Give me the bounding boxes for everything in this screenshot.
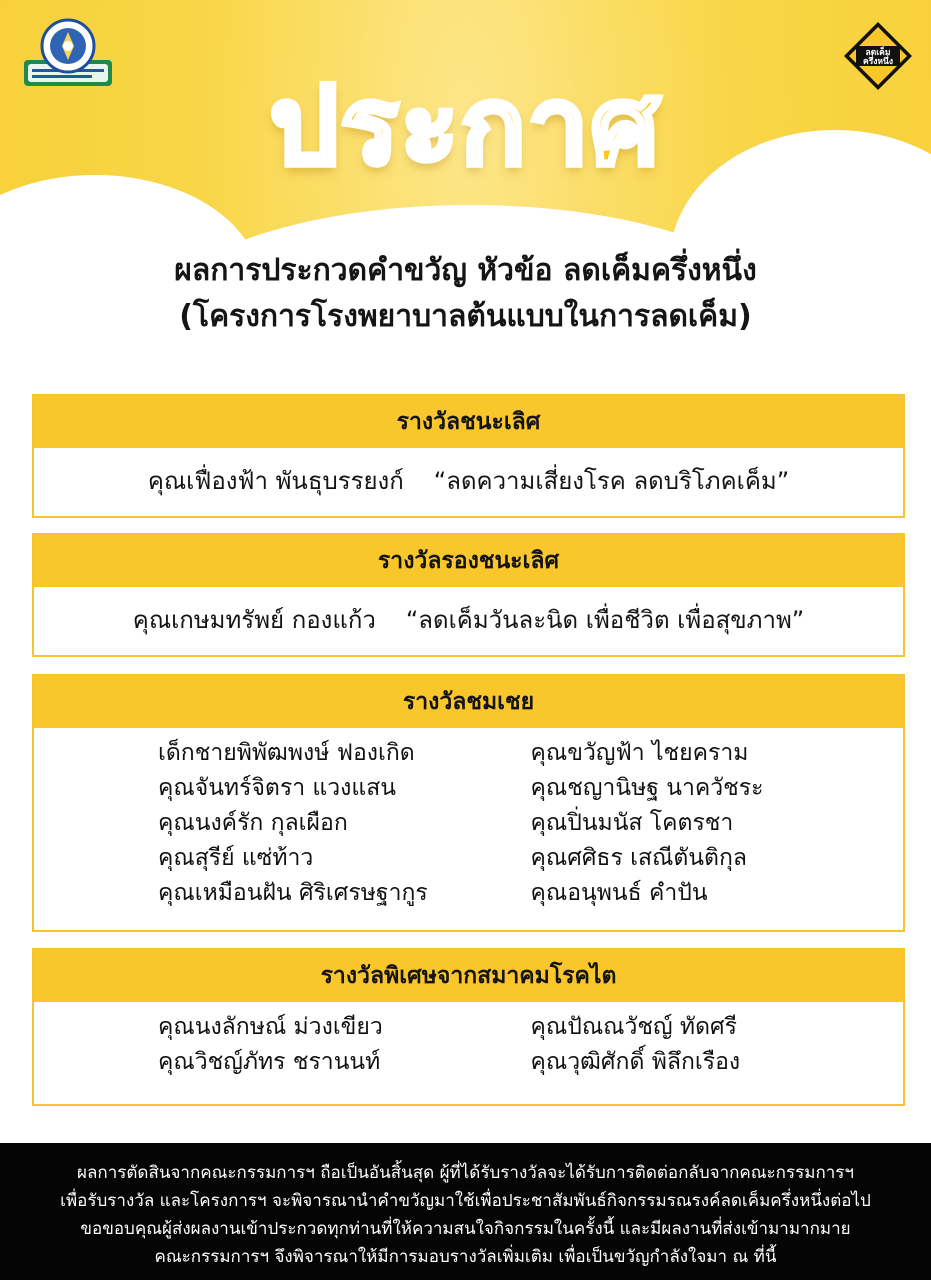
- list-item: คุณเหมือนฝัน ศิริเศรษฐากูร: [158, 880, 428, 906]
- list-item: คุณชญานิษฐ นาควัชระ: [530, 775, 764, 801]
- page-title: ประกาศ: [269, 64, 662, 189]
- runner-up-winner: [34, 587, 903, 653]
- footer-line-1: ผลการตัดสินจากคณะกรรมการฯ ถือเป็นอันสิ้นสุด ผู้ที่ได้รับรางวัลจะได้รับการติดต่อกลับจากคณะกรรมการฯ: [77, 1163, 854, 1183]
- footer-notice: [0, 1143, 931, 1280]
- special-prize-list: [34, 1002, 903, 1080]
- honorable-mention-title: รางวัลชมเชย: [34, 676, 903, 728]
- sign-line2: ครึ่งหนึ่ง: [863, 57, 893, 67]
- special-prize-section: [32, 948, 905, 1106]
- footer-line-3: ขอขอบคุณผู้ส่งผลงานเข้าประกวดทุกท่านที่ให้ความสนใจกิจกรรมในครั้งนี้ และมีผลงานที่ส่งเข้ามามากมาย: [80, 1219, 851, 1239]
- first-prize-name: คุณเฟื่องฟ้า พันธุบรรยงก์: [147, 467, 404, 495]
- footer-line-4: คณะกรรมการฯ จึงพิจารณาให้มีการมอบรางวัลเพิ่มเติม เพื่อเป็นขวัญกำลังใจมา ณ ที่นี้: [154, 1247, 777, 1267]
- list-item: คุณปิ่นมนัส โคตรชา: [530, 810, 734, 836]
- sign-line1: ลดเค็ม: [865, 48, 891, 58]
- announcement-subtitle: [0, 248, 931, 340]
- honorable-mention-left-column: [158, 736, 531, 911]
- list-item: คุณปัณณวัชญ์ ทัดศรี: [530, 1014, 737, 1040]
- first-prize-winner: [34, 448, 903, 514]
- honorable-mention-section: [32, 674, 905, 932]
- first-prize-section: [32, 394, 905, 518]
- list-item: เด็กชายพิพัฒพงษ์ ฟองเกิด: [158, 740, 415, 766]
- list-item: คุณวุฒิศักดิ์ พิลึกเรือง: [530, 1049, 741, 1075]
- special-prize-right-column: [531, 1010, 904, 1080]
- subtitle-line-1: ผลการประกวดคำขวัญ หัวข้อ ลดเค็มครึ่งหนึ่ง: [174, 253, 757, 288]
- list-item: คุณนงลักษณ์ ม่วงเขียว: [158, 1014, 383, 1040]
- honorable-mention-right-column: [531, 736, 904, 911]
- footer-line-2: เพื่อรับรางวัล และโครงการฯ จะพิจารณานำคำขวัญมาใช้เพื่อประชาสัมพันธ์กิจกรรมรณรงค์ลดเค็มครึ่งหนึ่งต่อไป: [60, 1191, 871, 1211]
- first-prize-title: รางวัลชนะเลิศ: [34, 396, 903, 448]
- first-prize-slogan: “ลดความเสี่ยงโรค ลดบริโภคเค็ม”: [433, 467, 790, 495]
- runner-up-slogan: “ลดเค็มวันละนิด เพื่อชีวิต เพื่อสุขภาพ”: [405, 606, 805, 634]
- list-item: คุณอนุพนธ์ คำปัน: [530, 880, 708, 906]
- honorable-mention-list: [34, 728, 903, 911]
- list-item: คุณขวัญฟ้า ไชยคราม: [530, 740, 749, 766]
- runner-up-title: รางวัลรองชนะเลิศ: [34, 535, 903, 587]
- list-item: คุณสุรีย์ แซ่ท้าว: [158, 845, 314, 871]
- list-item: คุณนงค์รัก กุลเผือก: [158, 810, 348, 836]
- list-item: คุณจันทร์จิตรา แวงแสน: [158, 775, 396, 801]
- runner-up-name: คุณเกษมทรัพย์ กองแก้ว: [132, 606, 376, 634]
- special-prize-title: รางวัลพิเศษจากสมาคมโรคไต: [34, 950, 903, 1002]
- special-prize-left-column: [158, 1010, 531, 1080]
- runner-up-section: [32, 533, 905, 657]
- subtitle-line-2: (โครงการโรงพยาบาลต้นแบบในการลดเค็ม): [179, 299, 752, 334]
- list-item: คุณวิชญ์ภัทร ชรานนท์: [158, 1049, 381, 1075]
- list-item: คุณศศิธร เสณีตันติกุล: [530, 845, 747, 871]
